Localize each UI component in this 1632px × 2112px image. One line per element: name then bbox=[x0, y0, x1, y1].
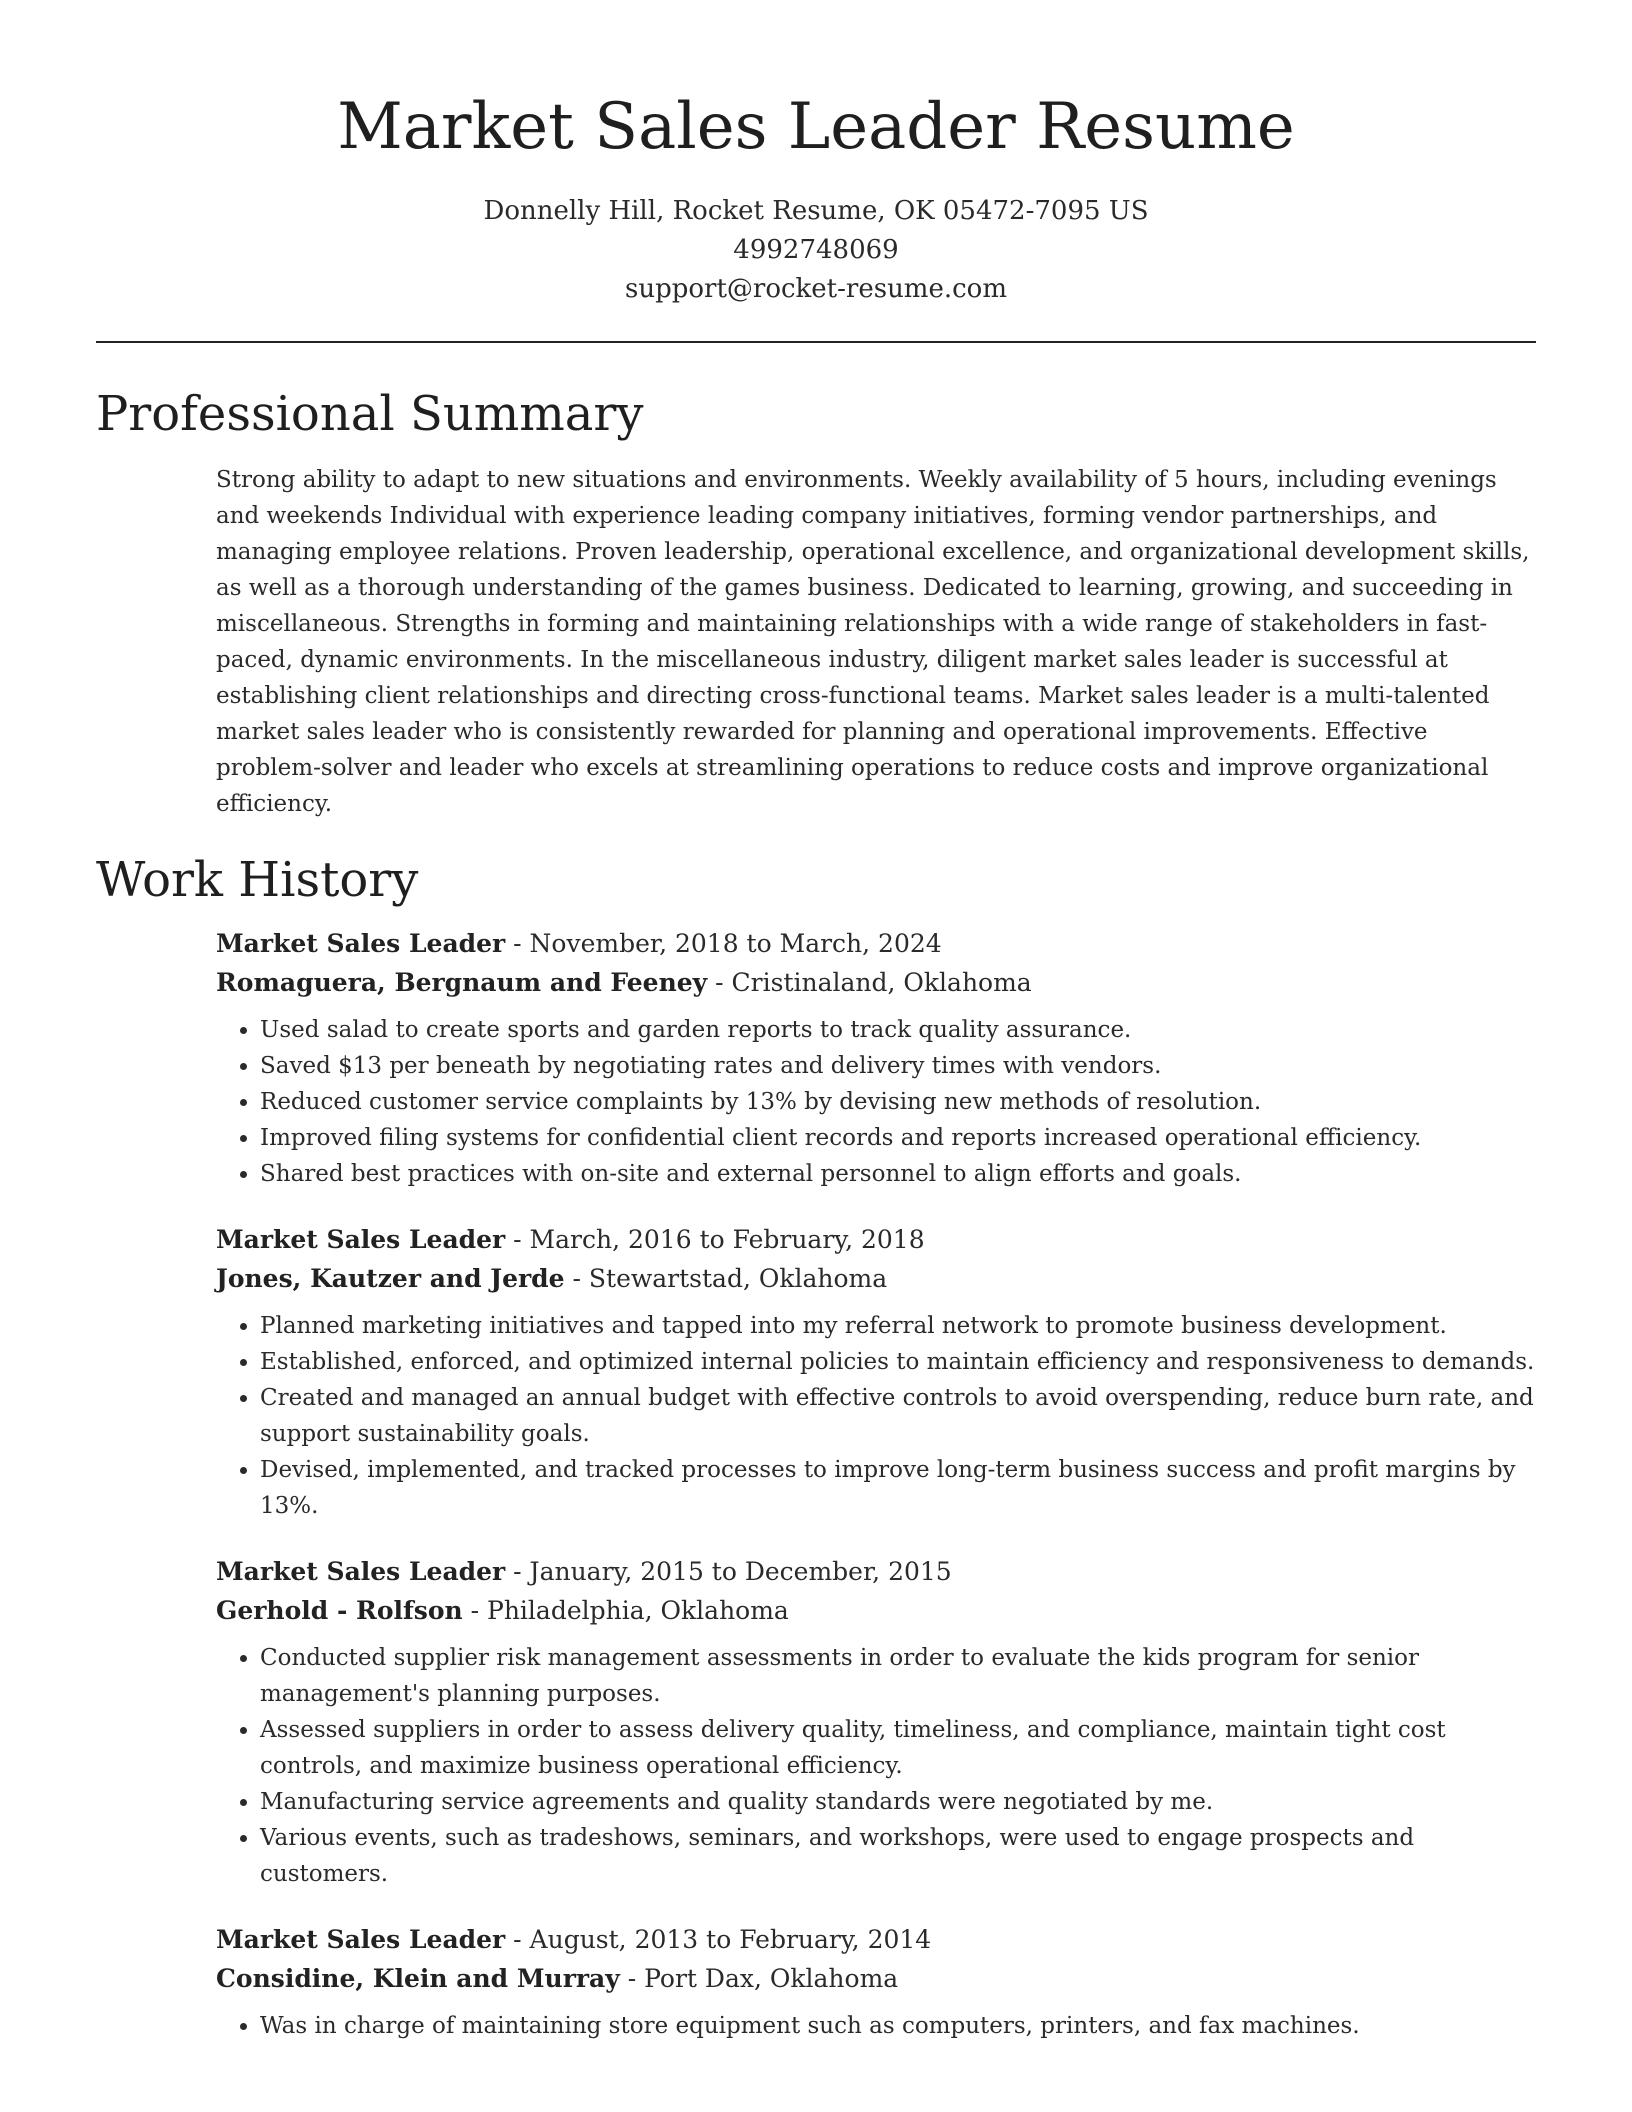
job-location: - Cristinaland, Oklahoma bbox=[707, 968, 1032, 997]
resume-header bbox=[0, 0, 1632, 309]
job-bullet: • Saved $13 per beneath by negotiating rates and delivery times with vendors. bbox=[260, 1048, 1536, 1084]
job-company-line bbox=[216, 1591, 1536, 1630]
job-bullet: • Conducted supplier risk management assessments in order to evaluate the kids program for senior management's planning purposes. bbox=[260, 1640, 1536, 1712]
job-bullets bbox=[216, 1308, 1536, 1524]
job-bullet: • Devised, implemented, and tracked processes to improve long-term business success and profit margins by 13%. bbox=[260, 1452, 1536, 1524]
work-history-list bbox=[216, 924, 1536, 2072]
summary-heading: Professional Summary bbox=[96, 386, 644, 442]
summary-text: Strong ability to adapt to new situations and environments. Weekly availability of 5 hours, including evenings and weekends Individual with experience leading company initiatives, forming vendor partnerships, and managing employee relations. Proven leadership, operational excellence, and organizational development skills, as well as a thorough understanding of the games business. Dedicated to learning, growing, and succeeding in miscellaneous. Strengths in forming and maintaining relationships with a wide range of stakeholders in fast-paced, dynamic environments. In the miscellaneous industry, diligent market sales leader is successful at establishing client relationships and directing cross-functional teams. Market sales leader is a multi-talented market sales leader who is consistently rewarded for planning and operational improvements. Effective problem-solver and leader who excels at streamlining operations to reduce costs and improve organizational efficiency. bbox=[216, 467, 1530, 817]
job-bullet: • Was in charge of maintaining store equipment such as computers, printers, and fax machines. bbox=[260, 2008, 1536, 2044]
job-role: Market Sales Leader bbox=[216, 1557, 506, 1586]
work-history-heading: Work History bbox=[96, 852, 419, 908]
job-title-line bbox=[216, 1220, 1536, 1259]
job-bullet: • Shared best practices with on-site and external personnel to align efforts and goals. bbox=[260, 1156, 1536, 1192]
job-role: Market Sales Leader bbox=[216, 1225, 506, 1254]
job-location: - Port Dax, Oklahoma bbox=[619, 1964, 899, 1993]
job-entry bbox=[216, 1552, 1536, 1892]
header-divider bbox=[96, 341, 1536, 343]
job-location: - Stewartstad, Oklahoma bbox=[564, 1264, 888, 1293]
job-bullet: • Reduced customer service complaints by 13% by devising new methods of resolution. bbox=[260, 1084, 1536, 1120]
contact-address: Donnelly Hill, Rocket Resume, OK 05472-7095 US bbox=[483, 196, 1149, 226]
job-entry bbox=[216, 1220, 1536, 1524]
job-bullet: • Improved filing systems for confidential client records and reports increased operational efficiency. bbox=[260, 1120, 1536, 1156]
job-company: Gerhold - Rolfson bbox=[216, 1596, 463, 1625]
job-dates: - August, 2013 to February, 2014 bbox=[505, 1925, 932, 1954]
job-bullet: • Established, enforced, and optimized internal policies to maintain efficiency and responsiveness to demands. bbox=[260, 1344, 1536, 1380]
job-bullets bbox=[216, 1012, 1536, 1192]
job-bullet: • Assessed suppliers in order to assess delivery quality, timeliness, and compliance, maintain tight cost controls, and maximize business operational efficiency. bbox=[260, 1712, 1536, 1784]
job-company-line bbox=[216, 1259, 1536, 1298]
job-role: Market Sales Leader bbox=[216, 1925, 506, 1954]
contact-block bbox=[0, 192, 1632, 309]
job-company-line bbox=[216, 1959, 1536, 1998]
job-bullet: • Created and managed an annual budget with effective controls to avoid overspending, reduce burn rate, and support sustainability goals. bbox=[260, 1380, 1536, 1452]
resume-title: Market Sales Leader Resume bbox=[337, 90, 1295, 164]
job-bullet: • Used salad to create sports and garden reports to track quality assurance. bbox=[260, 1012, 1536, 1048]
job-bullets bbox=[216, 1640, 1536, 1892]
job-company: Considine, Klein and Murray bbox=[216, 1964, 620, 1993]
job-location: - Philadelphia, Oklahoma bbox=[462, 1596, 789, 1625]
job-bullets bbox=[216, 2008, 1536, 2044]
job-role: Market Sales Leader bbox=[216, 929, 506, 958]
job-company-line bbox=[216, 963, 1536, 1002]
job-entry bbox=[216, 1920, 1536, 2044]
job-bullet: • Various events, such as tradeshows, seminars, and workshops, were used to engage prospects and customers. bbox=[260, 1820, 1536, 1892]
job-bullet: • Planned marketing initiatives and tapped into my referral network to promote business development. bbox=[260, 1308, 1536, 1344]
job-bullet: • Manufacturing service agreements and quality standards were negotiated by me. bbox=[260, 1784, 1536, 1820]
job-dates: - March, 2016 to February, 2018 bbox=[505, 1225, 925, 1254]
contact-email: support@rocket-resume.com bbox=[624, 274, 1007, 304]
job-company: Romaguera, Bergnaum and Feeney bbox=[216, 968, 708, 997]
contact-phone: 4992748069 bbox=[733, 235, 899, 265]
job-entry bbox=[216, 924, 1536, 1192]
job-dates: - November, 2018 to March, 2024 bbox=[505, 929, 942, 958]
job-company: Jones, Kautzer and Jerde bbox=[216, 1264, 565, 1293]
job-dates: - January, 2015 to December, 2015 bbox=[505, 1557, 952, 1586]
job-title-line bbox=[216, 1552, 1536, 1591]
job-title-line bbox=[216, 1920, 1536, 1959]
job-title-line bbox=[216, 924, 1536, 963]
